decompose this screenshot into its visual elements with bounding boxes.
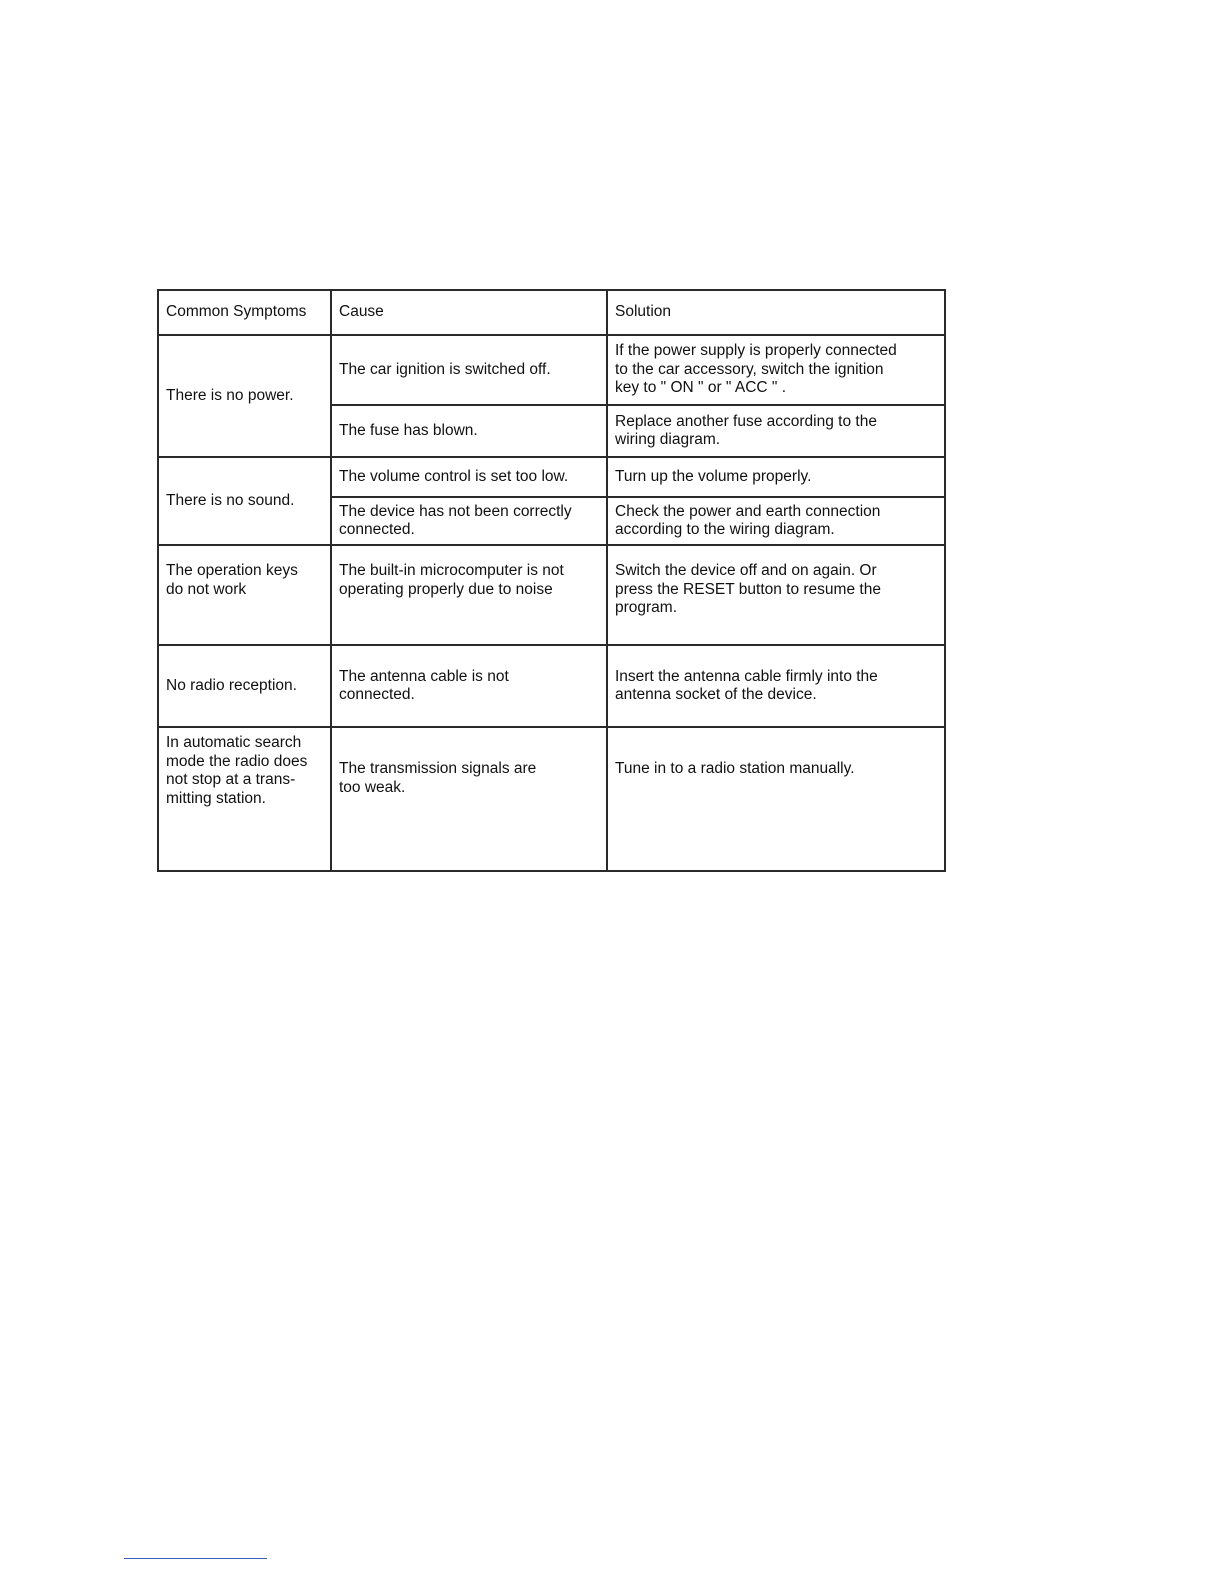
cause-cell — [331, 497, 607, 545]
cause-cell — [331, 727, 607, 871]
solution-text: Switch the device off and on again. Or press the RESET button to resume the program. — [615, 562, 881, 616]
solution-cell — [607, 727, 945, 871]
symptom-cell — [158, 645, 331, 727]
cause-text: The volume control is set too low. — [339, 467, 569, 485]
solution-cell — [607, 405, 945, 457]
cause-cell — [331, 645, 607, 727]
cause-text: The antenna cable is not connected. — [339, 667, 509, 703]
solution-cell — [607, 645, 945, 727]
symptom-cell — [158, 335, 331, 457]
cause-text: The transmission signals are too weak. — [339, 760, 537, 796]
table-row — [158, 645, 945, 727]
table-row — [158, 727, 945, 871]
solution-cell — [607, 457, 945, 497]
header-solution: Solution — [607, 290, 945, 335]
solution-text: Turn up the volume properly. — [615, 467, 812, 485]
cause-text: The built-in microcomputer is not operating properly due to noise — [339, 562, 564, 598]
symptom-cell — [158, 457, 331, 545]
solution-text: Replace another fuse according to the wiring diagram. — [615, 412, 877, 448]
cause-text: The fuse has blown. — [339, 421, 478, 439]
symptom-text: In automatic search mode the radio does not stop at a trans- mitting station. — [166, 734, 308, 807]
symptom-text: The operation keys do not work — [166, 562, 298, 598]
solution-text: Check the power and earth connection according to the wiring diagram. — [615, 502, 881, 538]
troubleshooting-table — [157, 289, 946, 872]
cause-cell — [331, 545, 607, 645]
cause-cell — [331, 405, 607, 457]
symptom-cell — [158, 545, 331, 645]
cause-text: The device has not been correctly connected. — [339, 502, 572, 538]
symptom-cell — [158, 727, 331, 871]
solution-cell — [607, 335, 945, 405]
footnote-divider — [124, 1558, 267, 1559]
solution-text: Insert the antenna cable firmly into the antenna socket of the device. — [615, 667, 878, 703]
table-row — [158, 335, 945, 405]
cause-cell — [331, 335, 607, 405]
table-row — [158, 457, 945, 497]
symptom-text: There is no sound. — [166, 491, 295, 509]
solution-cell — [607, 497, 945, 545]
header-cause: Cause — [331, 290, 607, 335]
cause-cell — [331, 457, 607, 497]
solution-text: If the power supply is properly connected to the car accessory, switch the ignition key to " ON " or " ACC " . — [615, 342, 897, 397]
table-header-row — [158, 290, 945, 335]
header-common-symptoms: Common Symptoms — [158, 290, 331, 335]
solution-cell — [607, 545, 945, 645]
cause-text: The car ignition is switched off. — [339, 360, 551, 378]
symptom-text: No radio reception. — [166, 676, 297, 694]
symptom-text: There is no power. — [166, 386, 294, 404]
solution-text: Tune in to a radio station manually. — [615, 760, 855, 777]
table-row — [158, 545, 945, 645]
